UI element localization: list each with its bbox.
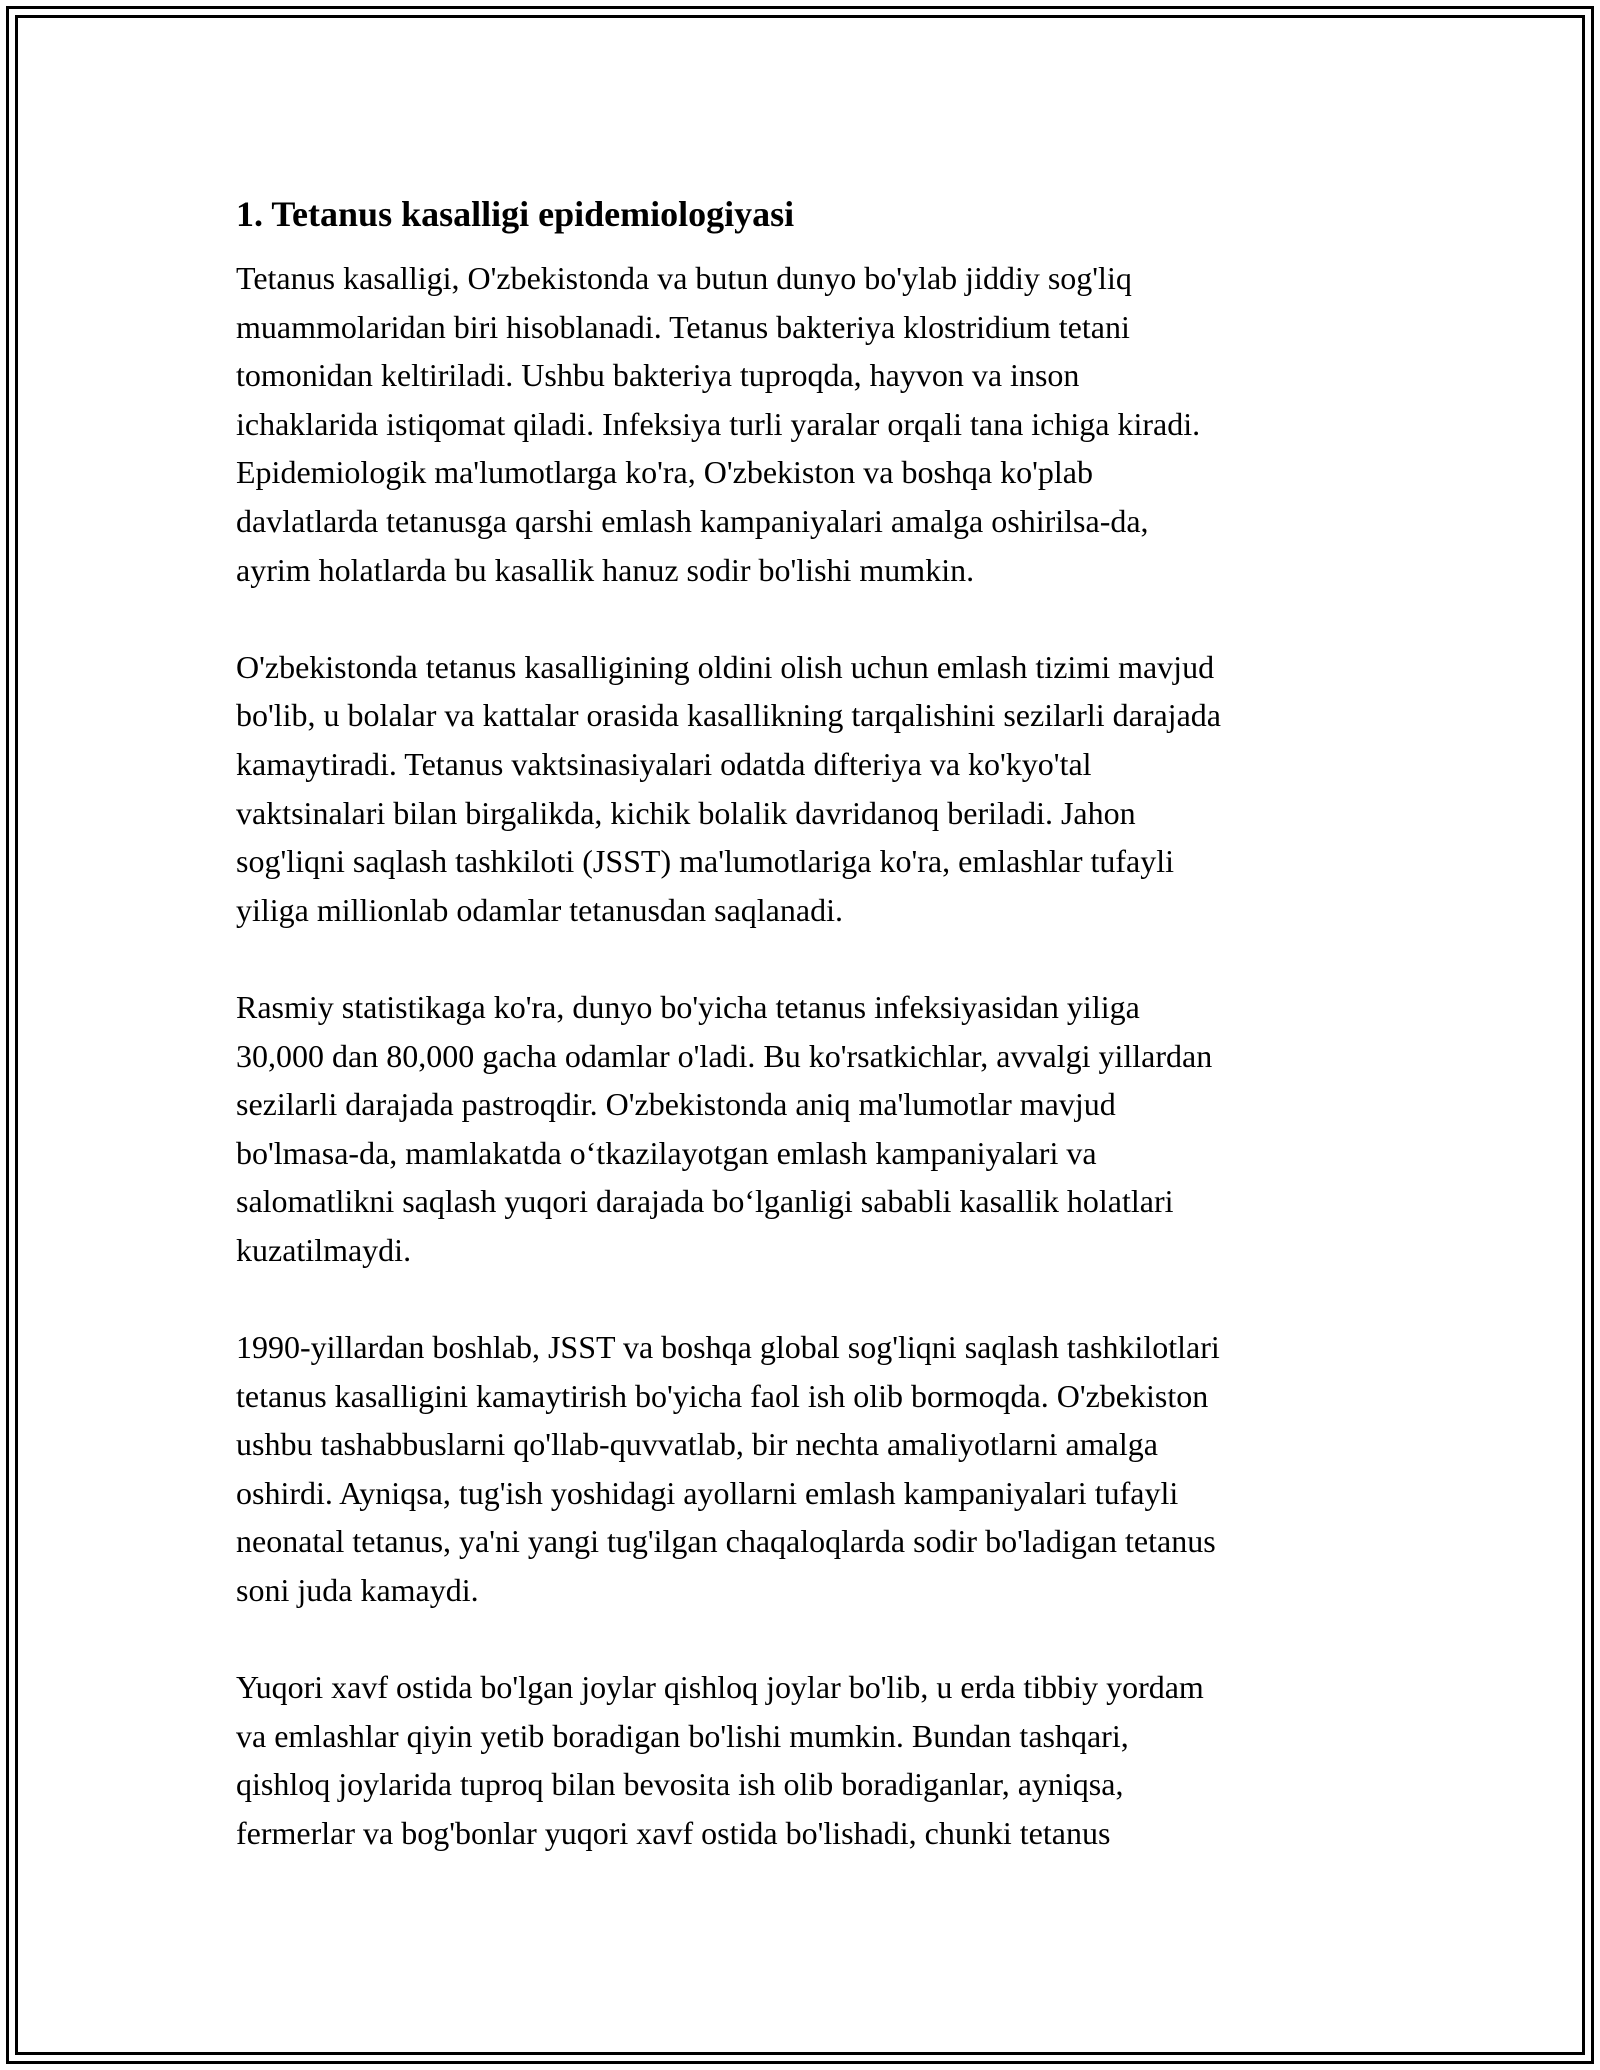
section-heading: 1. Tetanus kasalligi epidemiologiyasi	[236, 194, 795, 234]
paragraph-statistics: Rasmiy statistikaga ko'ra, dunyo bo'yicha tetanus infeksiyasidan yiliga 30,000 dan 80,000 gacha odamlar o'ladi. Bu ko'rsatkichlar, avvalgi yillardan sezilarli darajada pastroqdir. O'zbekistonda aniq ma'lumotlar mavjud bo'lmasa-da, mamlakatda o‘tkazilayotgan emlash kampaniyalari va salomatlikni saqlash yuqori darajada bo‘lganligi sababli kasallik holatlari kuzatilmaydi.	[236, 988, 1213, 1268]
document-body	[236, 186, 1386, 1858]
paragraph-risk-groups: Yuqori xavf ostida bo'lgan joylar qishloq joylar bo'lib, u erda tibbiy yordam va emlashlar qiyin yetib boradigan bo'lishi mumkin. Bundan tashqari, qishloq joylarida tuproq bilan bevosita ish olib boradiganlar, ayniqsa, fermerlar va bog'bonlar yuqori xavf ostida bo'lishadi, chunki tetanus	[236, 1669, 1204, 1851]
paragraph-vaccination-system: O'zbekistonda tetanus kasalligining oldini olish uchun emlash tizimi mavjud bo'lib, u bolalar va kattalar orasida kasallikning tarqalishini sezilarli darajada kamaytiradi. Tetanus vaktsinasiyalari odatda difteriya va ko'kyo'tal vaktsinalari bilan birgalikda, kichik bolalik davridanoq beriladi. Jahon sog'liqni saqlash tashkiloti (JSST) ma'lumotlariga ko'ra, emlashlar tufayli yiliga millionlab odamlar tetanusdan saqlanadi.	[236, 648, 1221, 928]
paragraph-introduction: Tetanus kasalligi, O'zbekistonda va butun dunyo bo'ylab jiddiy sog'liq muammolaridan biri hisoblanadi. Tetanus bakteriya klostridium tetani tomonidan keltiriladi. Ushbu bakteriya tuproqda, hayvon va inson ichaklarida istiqomat qiladi. Infeksiya turli yaralar orqali tana ichiga kiradi. Epidemiologik ma'lumotlarga ko'ra, O'zbekiston va boshqa ko'plab davlatlarda tetanusga qarshi emlash kampaniyalari amalga oshirilsa-da, ayrim holatlarda bu kasallik hanuz sodir bo'lishi mumkin.	[236, 260, 1201, 588]
paragraph-global-efforts: 1990-yillardan boshlab, JSST va boshqa global sog'liqni saqlash tashkilotlari tetanus kasalligini kamaytirish bo'yicha faol ish olib bormoqda. O'zbekiston ushbu tashabbuslarni qo'llab-quvvatlab, bir nechta amaliyotlarni amalga oshirdi. Ayniqsa, tug'ish yoshidagi ayollarni emlash kampaniyalari tufayli neonatal tetanus, ya'ni yangi tug'ilgan chaqaloqlarda sodir bo'ladigan tetanus soni juda kamaydi.	[236, 1329, 1220, 1609]
